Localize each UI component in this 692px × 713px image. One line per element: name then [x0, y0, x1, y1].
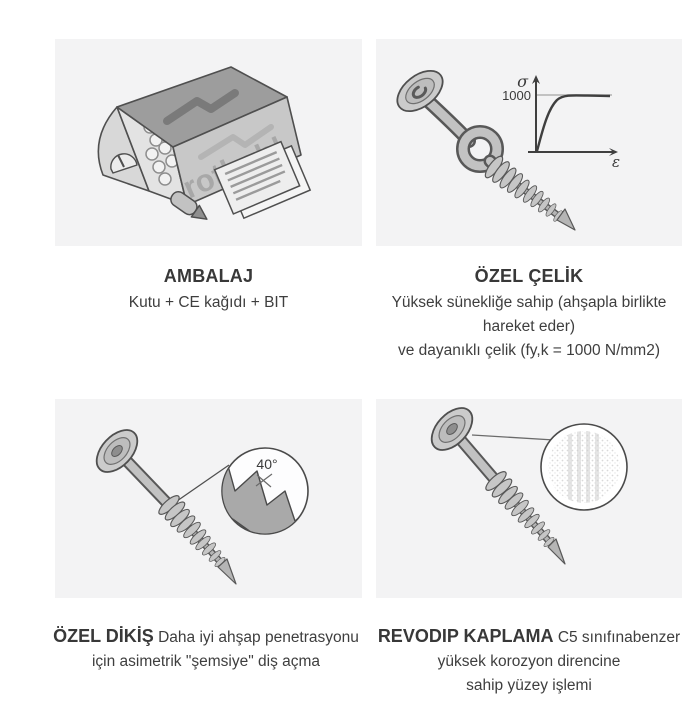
feature-description-line: sahip yüzey işlemi: [466, 677, 592, 694]
caption-revodip: [370, 624, 688, 698]
stress-strain-graph: [502, 72, 620, 171]
coating-texture: [548, 431, 620, 503]
special-thread-illustration-tile: [55, 399, 362, 598]
coating-illustration-tile: [376, 399, 682, 598]
sigma-label: σ: [517, 72, 528, 91]
feature-description-line: yüksek korozyon direncine: [437, 653, 621, 670]
screw: [89, 422, 236, 584]
feature-description-line: için asimetrik "şemsiye" diş açma: [91, 653, 321, 670]
feature-description-line: hareket eder): [482, 318, 576, 335]
caption-ozel-dikis: [36, 624, 376, 674]
yield-value-label: 1000: [502, 88, 531, 103]
coating-detail-illustration: [376, 399, 682, 598]
leader-line: [472, 435, 554, 440]
thread-detail-illustration: [55, 399, 362, 598]
thread-angle-label: 40°: [256, 456, 278, 472]
packaging-box-illustration: [55, 39, 362, 246]
feature-title: REVODIP KAPLAMA: [377, 626, 554, 646]
special-steel-illustration-tile: [376, 39, 682, 246]
coating-detail-circle: [541, 424, 627, 510]
epsilon-label: ε: [612, 153, 621, 171]
caption-ambalaj: [55, 266, 362, 315]
feature-description-line: Kutu + CE kağıdı + BIT: [128, 294, 289, 311]
caption-ozel-celik: [366, 266, 692, 363]
feature-description-line: Yüksek sünekliğe sahip (ahşapla birlikte: [391, 294, 667, 311]
bent-screw: [390, 63, 575, 230]
feature-title: ÖZEL DİKİŞ: [53, 626, 154, 646]
feature-title: AMBALAJ: [163, 266, 254, 286]
packaging-illustration-tile: [55, 39, 362, 246]
ductile-screw-illustration: [376, 39, 682, 246]
threaded-tip: [483, 154, 575, 230]
feature-description-line: ve dayanıklı çelik (fy,k = 1000 N/mm2): [397, 342, 661, 359]
feature-title: ÖZEL ÇELİK: [474, 266, 584, 286]
feature-description-line: REVODIP KAPLAMA C5 sınıfınabenzer: [377, 626, 681, 646]
threaded-shaft: [156, 493, 236, 584]
stress-strain-curve: [537, 95, 610, 151]
feature-description-line: ÖZEL DİKİŞ Daha iyi ahşap penetrasyonu: [53, 626, 359, 646]
leader-line: [177, 465, 229, 501]
thread-detail-circle: [201, 448, 313, 549]
